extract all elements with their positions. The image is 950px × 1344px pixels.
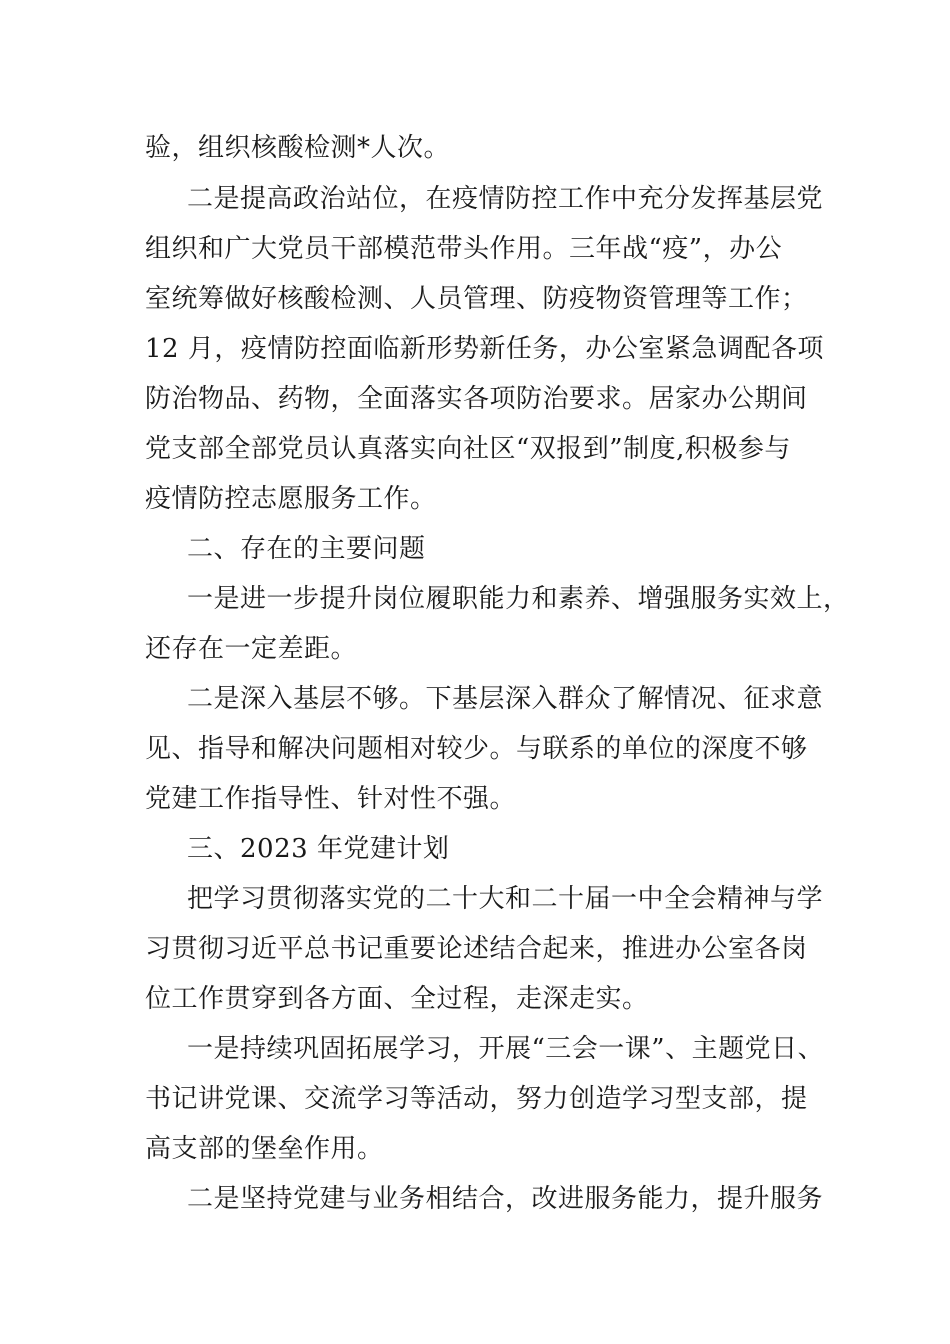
paragraph-first-line: 一是持续巩固拓展学习，开展“三会一课”、主题党日、: [187, 1034, 825, 1064]
body-text-line: 还存在一定差距。: [145, 634, 358, 664]
body-text-line: 验，组织核酸检测*人次。: [145, 133, 451, 163]
paragraph-first-line: 二是深入基层不够。下基层深入群众了解情况、征求意: [187, 684, 824, 714]
section-heading: 三、2023 年党建计划: [187, 834, 450, 864]
section-heading: 二、存在的主要问题: [187, 534, 426, 564]
body-text-line: 高支部的堡垒作用。: [145, 1134, 384, 1164]
body-text-line: 见、指导和解决问题相对较少。与联系的单位的深度不够: [145, 734, 808, 764]
body-text-line: 疫情防控志愿服务工作。: [145, 484, 437, 514]
body-text-line: 位工作贯穿到各方面、全过程，走深走实。: [145, 984, 649, 1014]
body-text-line: 党支部全部党员认真落实向社区“双报到”制度,积极参与: [145, 434, 791, 464]
body-text-line: 室统筹做好核酸检测、人员管理、防疫物资管理等工作；: [145, 284, 808, 314]
body-text-line: 习贯彻习近平总书记重要论述结合起来，推进办公室各岗: [145, 934, 808, 964]
body-text-line: 书记讲党课、交流学习等活动，努力创造学习型支部，提: [145, 1084, 808, 1114]
paragraph-first-line: 二是坚持党建与业务相结合，改进服务能力，提升服务: [187, 1184, 824, 1214]
body-text-line: 12 月，疫情防控面临新形势新任务，办公室紧急调配各项: [145, 334, 824, 364]
paragraph-first-line: 一是进一步提升岗位履职能力和素养、增强服务实效上，: [187, 584, 850, 614]
body-text-line: 防治物品、药物，全面落实各项防治要求。居家办公期间: [145, 384, 808, 414]
paragraph-first-line: 二是提高政治站位，在疫情防控工作中充分发挥基层党: [187, 184, 824, 214]
paragraph-first-line: 把学习贯彻落实党的二十大和二十届一中全会精神与学: [187, 884, 824, 914]
body-text-line: 组织和广大党员干部模范带头作用。三年战“疫”，办公: [145, 234, 783, 264]
body-text-line: 党建工作指导性、针对性不强。: [145, 784, 517, 814]
